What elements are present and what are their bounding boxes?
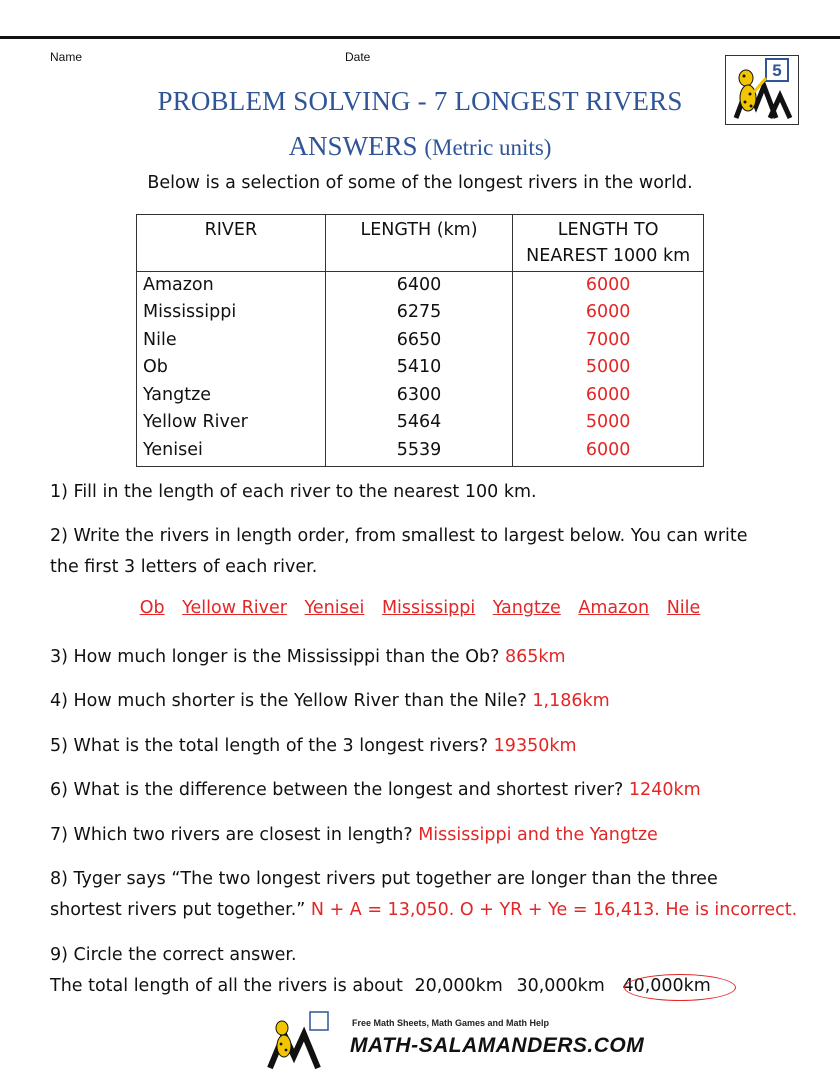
- name-label: Name: [50, 50, 83, 64]
- footer-tagline: Free Math Sheets, Math Games and Math Help: [352, 1018, 550, 1028]
- question-7-text: 7) Which two rivers are closest in length?: [50, 825, 413, 845]
- answer-8: N + A = 13,050. O + YR + Ye = 16,413. He is incorrect.: [310, 900, 798, 920]
- river-rounded: 6000: [513, 382, 704, 410]
- order-item: Mississippi: [381, 598, 476, 618]
- river-length: 6400: [325, 272, 513, 300]
- river-name: Amazon: [137, 272, 326, 300]
- order-item: Yangtze: [492, 598, 561, 618]
- river-length: 5539: [325, 437, 513, 467]
- header-rounded: [513, 215, 704, 272]
- river-rounded: 6000: [513, 272, 704, 300]
- river-name: Yellow River: [137, 409, 326, 437]
- answer-6: 1240km: [628, 780, 701, 800]
- question-8-line2: shortest rivers put together.”: [50, 900, 306, 920]
- question-4: [50, 686, 810, 717]
- question-2-line1: 2) Write the rivers in length order, from smallest to largest below. You can write: [50, 526, 748, 546]
- question-3: [50, 642, 810, 673]
- river-rounded: 5000: [513, 409, 704, 437]
- grade-badge: 5: [772, 61, 782, 80]
- footer-site-name[interactable]: MATH-SALAMANDERS.COM: [350, 1034, 645, 1057]
- header-rounded-line1: LENGTH TO: [557, 220, 659, 240]
- river-length: 6275: [325, 299, 513, 327]
- option-40000: 40,000km: [622, 976, 711, 996]
- answer-3: 865km: [504, 647, 566, 667]
- river-name: Yenisei: [137, 437, 326, 467]
- answer-7: Mississippi and the Yangtze: [418, 825, 658, 845]
- question-5-text: 5) What is the total length of the 3 longest rivers?: [50, 736, 489, 756]
- date-label: Date: [345, 50, 371, 64]
- river-length: 6650: [325, 327, 513, 355]
- table-row: [137, 437, 704, 467]
- order-item: Nile: [666, 598, 701, 618]
- river-name: Yangtze: [137, 382, 326, 410]
- table-row: [137, 327, 704, 355]
- river-rounded: 6000: [513, 437, 704, 467]
- option-30000: 30,000km: [516, 976, 605, 996]
- rivers-table: [136, 214, 704, 467]
- river-rounded: 6000: [513, 299, 704, 327]
- river-name: Nile: [137, 327, 326, 355]
- question-5: [50, 731, 810, 762]
- table-row: [137, 272, 704, 300]
- table-row: [137, 299, 704, 327]
- question-9-line2: The total length of all the rivers is about: [50, 976, 403, 996]
- header-rounded-line2: NEAREST 1000 km: [526, 246, 691, 266]
- question-4-text: 4) How much shorter is the Yellow River than the Nile?: [50, 691, 527, 711]
- page-subtitle: [0, 131, 840, 162]
- header-river: RIVER: [137, 215, 326, 272]
- order-item: Ob: [139, 598, 165, 618]
- intro-text: Below is a selection of some of the longest rivers in the world.: [147, 173, 693, 193]
- question-8-line1: 8) Tyger says “The two longest rivers put together are longer than the three: [50, 869, 718, 889]
- river-rounded: 7000: [513, 327, 704, 355]
- top-rule: [0, 36, 840, 39]
- question-8: [50, 864, 810, 926]
- table-header-row: [137, 215, 704, 272]
- question-7: [50, 820, 810, 851]
- answer-5: 19350km: [493, 736, 577, 756]
- question-2: [50, 521, 810, 583]
- table-row: [137, 354, 704, 382]
- order-item: Yellow River: [182, 598, 287, 618]
- river-length: 6300: [325, 382, 513, 410]
- river-length: 5464: [325, 409, 513, 437]
- units-label: (Metric units): [424, 135, 552, 160]
- order-item: Amazon: [578, 598, 650, 618]
- order-item: Yenisei: [304, 598, 365, 618]
- river-length: 5410: [325, 354, 513, 382]
- question-9-line1: 9) Circle the correct answer.: [50, 945, 297, 965]
- river-name: Mississippi: [137, 299, 326, 327]
- river-order-answer: [0, 598, 840, 618]
- answer-circle: [624, 974, 736, 1001]
- table-row: [137, 382, 704, 410]
- question-2-line2: the first 3 letters of each river.: [50, 557, 318, 577]
- question-6-text: 6) What is the difference between the longest and shortest river?: [50, 780, 624, 800]
- page-title: PROBLEM SOLVING - 7 LONGEST RIVERS: [157, 86, 683, 116]
- question-1: 1) Fill in the length of each river to the nearest 100 km.: [50, 482, 537, 502]
- river-name: Ob: [137, 354, 326, 382]
- river-rounded: 5000: [513, 354, 704, 382]
- answer-4: 1,186km: [532, 691, 610, 711]
- table-row: [137, 409, 704, 437]
- option-20000: 20,000km: [414, 976, 503, 996]
- answers-label: ANSWERS: [288, 131, 418, 161]
- question-6: [50, 775, 810, 806]
- header-length: LENGTH (km): [325, 215, 513, 272]
- question-3-text: 3) How much longer is the Mississippi than the Ob?: [50, 647, 500, 667]
